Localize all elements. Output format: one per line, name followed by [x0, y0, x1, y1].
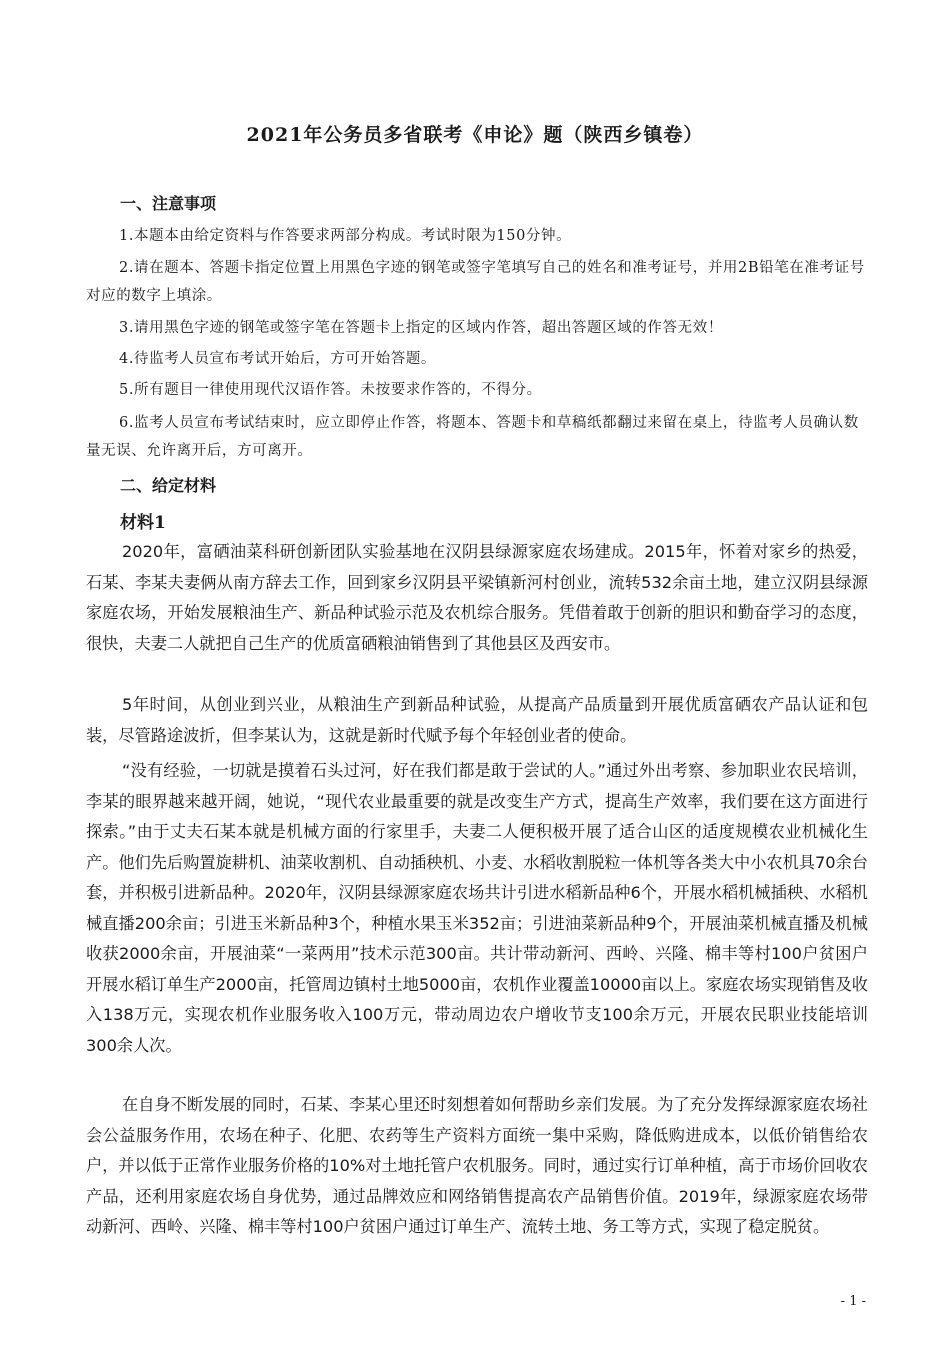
material-heading: 材料1 — [120, 513, 166, 533]
body-paragraph: “没有经验，一切就是摸着石头过河，好在我们都是敢于尝试的人。”通过外出考察、参加职业农民培训，李某的眼界越来越开阔，她说，“现代农业最重要的就是改变生产方式，提高生产效率，我们要在这方面进行探索。”由于丈夫石某本就是机械方面的行家里手，夫妻二人便积极开展了适合山区的适度规模农业机械化生产。他们先后购置旋耕机、油菜收割机、自动插秧机、小麦、水稻收割脱粒一体机等各类大中小农机具70余台套，并积极引进新品种。2020年，汉阴县绿源家庭农场共计引进水稻新品种6个，开展水稻机械插秧、水稻机械直播200余亩；引进玉米新品种3个，种植水果玉米352亩；引进油菜新品种9个，开展油菜机械直播及机械收获2000余亩，开展油菜“一菜两用”技术示范300亩。共计带动新河、西岭、兴隆、棉丰等村100户贫困户开展水稻订单生产2000亩，托管周边镇村土地5000亩，农机作业覆盖10000亩以上。家庭农场实现销售及收入138万元，实现农机作业服务收入100万元，带动周边农户增收节支100余万元，开展农民职业技能培训300余人次。 — [86, 761, 868, 1055]
section-heading-notices: 一、注意事项 — [120, 194, 217, 213]
body-paragraph: 在自身不断发展的同时，石某、李某心里还时刻想着如何帮助乡亲们发展。为了充分发挥绿源家庭农场社会公益服务作用，农场在种子、化肥、农药等生产资料方面统一集中采购，降低购进成本，以低价销售给农户，并以低于正常作业服务价格的10%对土地托管户农机服务。同时，通过实行订单种植，高于市场价回收农产品，还利用家庭农场自身优势，通过品牌效应和网络销售提高农产品销售价值。2019年，绿源家庭农场带动新河、西岭、兴隆、棉丰等村100户贫困户通过订单生产、流转土地、务工等方式，实现了稳定脱贫。 — [86, 1095, 868, 1236]
body-paragraph: 5年时间，从创业到兴业，从粮油生产到新品种试验，从提高产品质量到开展优质富硒农产品认证和包装，尽管路途波折，但李某认为，这就是新时代赋予每个年轻创业者的使命。 — [86, 695, 868, 745]
notice-item: 1.本题本由给定资料与作答要求两部分构成。考试时限为150分钟。 — [119, 228, 572, 244]
notice-item: 6.监考人员宣布考试结束时，应立即停止作答，将题本、答题卡和草稿纸都翻过来留在桌上，待监考人员确认数量无误、允许离开后，方可离开。 — [86, 415, 859, 459]
notice-item: 4.待监考人员宣布考试开始后，方可开始答题。 — [119, 351, 437, 367]
notice-item: 5.所有题目一律使用现代汉语作答。未按要求作答的，不得分。 — [119, 382, 542, 398]
page-number: - 1 - — [840, 1294, 866, 1309]
document-title: 2021年公务员多省联考《申论》题（陕西乡镇卷） — [246, 124, 704, 146]
body-paragraph: 2020年，富硒油菜科研创新团队实验基地在汉阴县绿源家庭农场建成。2015年，怀着对家乡的热爱，石某、李某夫妻俩从南方辞去工作，回到家乡汉阴县平梁镇新河村创业，流转532余亩土地，建立汉阴县绿源家庭农场，开始发展粮油生产、新品种试验示范及农机综合服务。凭借着敢于创新的胆识和勤奋学习的态度，很快，夫妻二人就把自己生产的优质富硒粮油销售到了其他县区及西安市。 — [86, 542, 868, 653]
notice-item: 3.请用黑色字迹的钢笔或签字笔在答题卡上指定的区域内作答，超出答题区域的作答无效！ — [119, 320, 723, 336]
notice-item: 2.请在题本、答题卡指定位置上用黑色字迹的钢笔或签字笔填写自己的姓名和准考证号，并用2B铅笔在准考证号对应的数字上填涂。 — [86, 260, 865, 304]
section-heading-materials: 二、给定材料 — [120, 476, 217, 495]
